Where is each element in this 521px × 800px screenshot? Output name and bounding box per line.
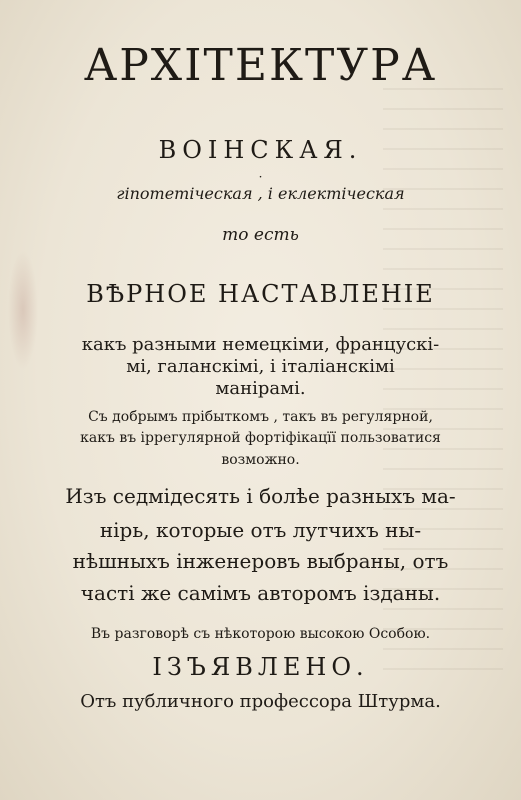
text-line-professor: Отъ публичного профессора Штурма. [80, 691, 441, 712]
phrase-to-est: то есть [222, 225, 299, 245]
text-line-izb-4: часті же самімъ авторомъ ізданы. [80, 581, 441, 605]
heading-vernoe: ВѢРНОЕ НАСТАВЛЕНІЕ [86, 280, 435, 308]
text-line-kak-3: манірамі. [215, 378, 306, 399]
text-line-dobrym-1: Съ добрымъ прібыткомъ , такъ въ регулярной, [88, 409, 433, 425]
text-line-dobrym-3: возможно. [221, 452, 300, 468]
text-line-dobrym-2: какъ въ іррегулярной фортіфікацїї пользоватися [80, 430, 441, 446]
text-line-kak-1: какъ разными немецкіми, францускі- [81, 334, 440, 355]
text-line-izb-3: нѣшныхъ інженеровъ выбраны, отъ [72, 549, 449, 573]
text-line-razgovor: Въ разговорѣ съ нѣкоторою высокою Особою. [90, 626, 431, 642]
subtitle-voinskaya: ВОІНСКАЯ. [158, 136, 363, 164]
text-line-izb-1: Изъ седмідесять і болѣе разныхъ ма- [65, 484, 456, 508]
separator-dot: · [258, 170, 263, 184]
heading-izyavleno: ІЗЪЯВЛЕНО. [152, 653, 369, 681]
subtitle-hypothetical: гіпотетіческая , і еклектіческая [116, 184, 405, 203]
text-line-izb-2: нірь, которые отъ лутчихъ ны- [99, 518, 422, 542]
text-line-kak-2: мі, галанскімі, і італіанскімі [126, 356, 395, 377]
main-title: АРХІТЕКТУРА [83, 40, 438, 91]
